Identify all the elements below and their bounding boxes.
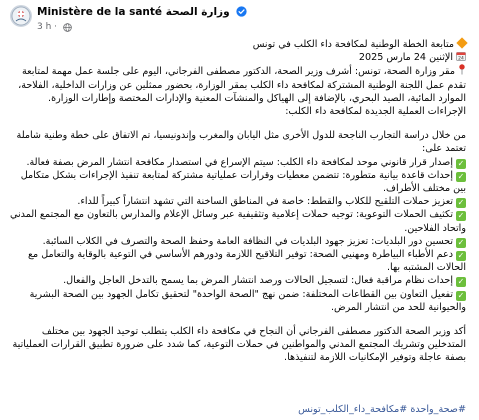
paragraph-gap [8,314,466,325]
green-check-icon: ✓ [457,198,465,208]
list-item-text: إصدار قرار قانوني موحد لمكافحة داء الكلب: سيتم الإسراع في استصدار مكافحة انتشار المرض بصفة فعالة. [26,156,453,168]
post-intro: مقر وزارة الصحة، تونس: أشرف وزير الصحة، الدكتور مصطفى الفرجاني، اليوم على جلسة عمل مهمة لمتابعة تقدم عمل اللجنة الوطنية المشتركة لمكافحة داء الكلب بمقر الوزارة، بحضور ممثلين عن وزارات الداخلية، الفلاحة، الموارد المائية، الصيد البحري، بالإضافة إلى الهياكل والمنشآت المعنية والإدارات المختصة وإطارات الوزارة. [18,66,466,104]
green-check-icon: ✓ [457,158,465,168]
list-item [8,156,466,169]
hashtags[interactable]: #صحة_واحدة #مكافحة_داء_الكلب_تونس [298,404,466,415]
section-intro: من خلال دراسة التجارب الناجحة للدول الأخرى مثل اليابان والمغرب وإندونيسيا، تم الاتفاق على خطة وطنية شاملة تعتمد على: [16,130,466,155]
list-item [8,195,466,208]
green-check-icon: ✓ [457,290,465,300]
orange-diamond-icon [456,37,467,48]
meta-separator: · [54,22,58,32]
post-header [10,5,469,37]
list-item [8,248,466,274]
green-check-icon: ✓ [457,251,465,261]
list-item-text: إحداث قاعدة بيانية متطورة: تتضمن معطيات وقرارات عملياتية مشتركة لمتابعة تنفيذ الإجراءات بشكل متكامل بين مختلف الأطراف. [20,169,466,195]
list-item-text: إحداث نظام مراقبة فعال: لتسجيل الحالات ورصد انتشار المرض بما يسمح بالتدخل العاجل والفعال. [63,275,453,287]
list-item-text: تفعيل التعاون بين القطاعات المختلفة: ضمن نهج "الصحة الواحدة" لتحقيق تكامل الجهود بين الصحة البشرية والحيوانية للحد من انتشار المرض. [29,288,466,313]
list-item [8,274,466,287]
page-name-link[interactable] [37,6,247,18]
green-check-icon: ✓ [457,277,465,287]
svg-text:24: 24 [458,56,464,62]
post-closing: أكد وزير الصحة الدكتور مصطفى الفرجاني أن النجاح في مكافحة داء الكلب يتطلب توحيد الجهود بين مختلف المتدخلين وتشريك المجتمع المدني والمواطنين في حملات التوعية، كما شدد على ضرورة تطبيق القرارات العملياتية بصفة عاجلة وتوفير الإمكانيات اللازمة لتنفيذها. [12,326,466,364]
post-title-line [8,38,466,51]
list-item-text: دعم الأطباء البياطرة ومهنيي الصحة: توفير التلاقيح اللازمة ودورهم الأساسي في التوعية بالوقاية والتعامل مع الحالات المشتبه بها. [27,249,466,274]
paragraph-gap [8,118,466,129]
post-body [8,38,466,365]
page-name-text[interactable]: Ministère de la santé وزارة الصحة [37,6,230,18]
pushpin-icon [458,64,466,75]
green-check-icon: ✓ [457,211,465,221]
list-item-text: تحسين دور البلديات: تعزيز جهود البلديات في النظافة العامة وحفظ الصحة والتصرف في الكلاب السائبة. [42,235,453,247]
green-check-icon: ✓ [457,237,465,247]
calendar-icon [456,51,466,61]
verified-badge-icon [236,6,247,17]
list-item [8,235,466,248]
post-title: متابعة الخطة الوطنية لمكافحة داء الكلب في تونس [252,39,454,50]
post-time[interactable]: 3 h [37,22,52,32]
list-item [8,208,466,234]
ministry-logo-icon [11,6,31,26]
green-check-icon: ✓ [457,171,465,181]
post-date-line [8,51,466,64]
list-item-text: تكثيف الحملات التوعوية: توجيه حملات إعلامية وتثقيفية عبر وسائل الإعلام والمدارس بالتعاون مع المجتمع المدني واتحاد الفلاحين. [10,209,466,234]
post-date: الإثنين 24 مارس 2025 [358,52,453,64]
globe-icon [63,23,72,32]
section-heading: الإجراءات العملية الجديدة لمكافحة داء الكلب: [285,106,466,118]
page-avatar[interactable] [10,5,32,27]
list-item [8,169,466,195]
post-intro-line [8,64,466,105]
post-meta [37,22,72,33]
list-item [8,288,466,314]
list-item-text: تعزيز حملات التلقيح للكلاب والقطط: خاصة في المناطق الساخنة التي تشهد انتشاراً كبيراً للداء. [77,196,453,208]
